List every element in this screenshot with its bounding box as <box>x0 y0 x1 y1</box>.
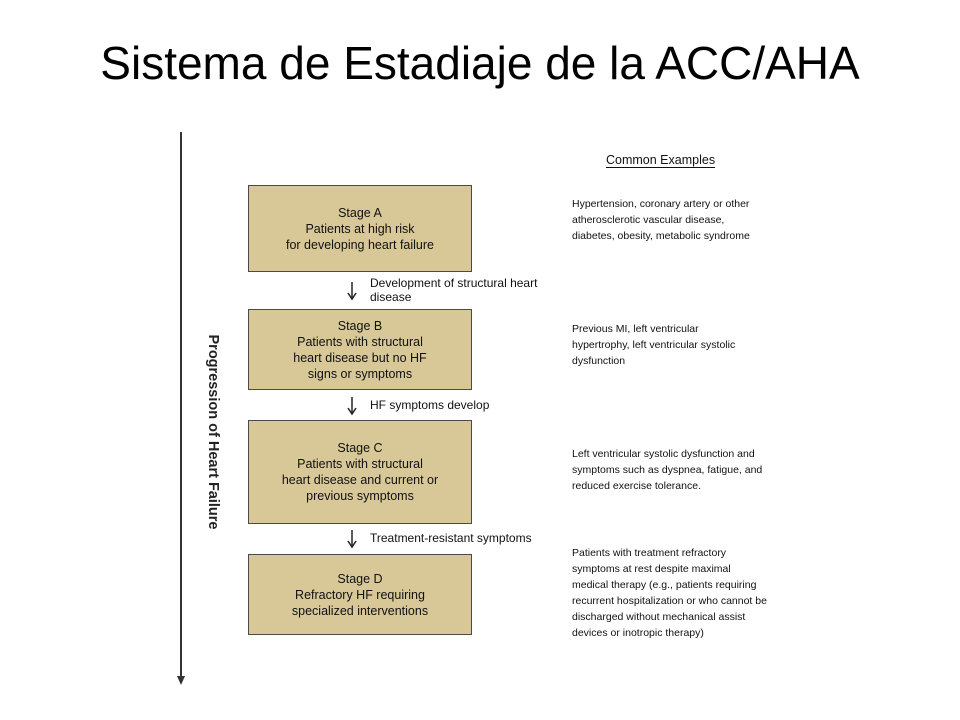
example-line: medical therapy (e.g., patients requiring <box>572 579 757 591</box>
stage-b-line-1: Patients with structural <box>297 334 423 349</box>
example-line: Previous MI, left ventricular <box>572 323 699 335</box>
stage-b-line-3: signs or symptoms <box>307 366 413 381</box>
stage-d-line-1: Refractory HF requiring <box>295 587 425 602</box>
stage-c-line-2: heart disease and current or <box>281 473 439 487</box>
stage-a-line-1: Patients at high risk <box>305 221 415 236</box>
stage-d-examples <box>572 545 787 641</box>
stage-a-line-2: for developing heart failure <box>285 237 434 252</box>
stage-b-examples <box>572 321 787 369</box>
example-line: Patients with treatment refractory <box>572 547 727 559</box>
example-line: devices or inotropic therapy) <box>572 627 704 639</box>
stage-c-line-1: Patients with structural <box>297 457 423 471</box>
down-arrow-icon <box>345 281 359 301</box>
progression-axis-line <box>180 132 182 676</box>
example-line: symptoms at rest despite maximal <box>572 563 731 575</box>
stage-a-title: Stage A <box>338 205 382 220</box>
down-arrow-icon <box>345 529 359 549</box>
example-line: Left ventricular systolic dysfunction and <box>572 448 755 460</box>
example-line: symptoms such as dyspnea, fatigue, and <box>572 464 763 476</box>
progression-axis-label: Progression of Heart Failure <box>205 334 221 530</box>
transition-structural-disease <box>370 276 537 304</box>
stage-b-title: Stage B <box>337 318 383 333</box>
transition-line: HF symptoms develop <box>370 398 490 412</box>
stage-d-box <box>248 554 472 635</box>
transition-line: Development of structural heart <box>370 276 538 290</box>
stage-a-box <box>248 185 472 272</box>
transition-treatment-resistant <box>370 531 532 545</box>
example-line: discharged without mechanical assist <box>572 611 746 623</box>
stage-c-line-3: previous symptoms <box>306 489 414 503</box>
example-line: Hypertension, coronary artery or other <box>572 198 750 210</box>
stage-c-box <box>248 420 472 524</box>
stage-c-examples <box>572 446 787 494</box>
transition-line: Treatment-resistant symptoms <box>370 531 532 545</box>
stage-b-box <box>248 309 472 390</box>
down-arrow-icon <box>345 396 359 416</box>
example-line: diabetes, obesity, metabolic syndrome <box>572 230 750 242</box>
stage-d-title: Stage D <box>337 571 383 586</box>
stage-a-examples <box>572 196 787 244</box>
example-line: hypertrophy, left ventricular systolic <box>572 339 736 351</box>
stage-c-title: Stage C <box>337 441 383 455</box>
progression-arrowhead-icon <box>177 676 185 685</box>
slide-title: Sistema de Estadiaje de la ACC/AHA <box>100 37 860 89</box>
example-line: dysfunction <box>572 355 626 367</box>
example-line: atherosclerotic vascular disease, <box>572 214 725 226</box>
stage-d-line-2: specialized interventions <box>291 603 429 618</box>
example-line: reduced exercise tolerance. <box>572 480 701 492</box>
stage-b-line-2: heart disease but no HF <box>293 350 427 365</box>
transition-line: disease <box>370 290 412 304</box>
common-examples-header: Common Examples <box>606 153 716 167</box>
transition-hf-symptoms <box>370 398 489 412</box>
example-line: recurrent hospitalization or who cannot be <box>572 595 767 607</box>
